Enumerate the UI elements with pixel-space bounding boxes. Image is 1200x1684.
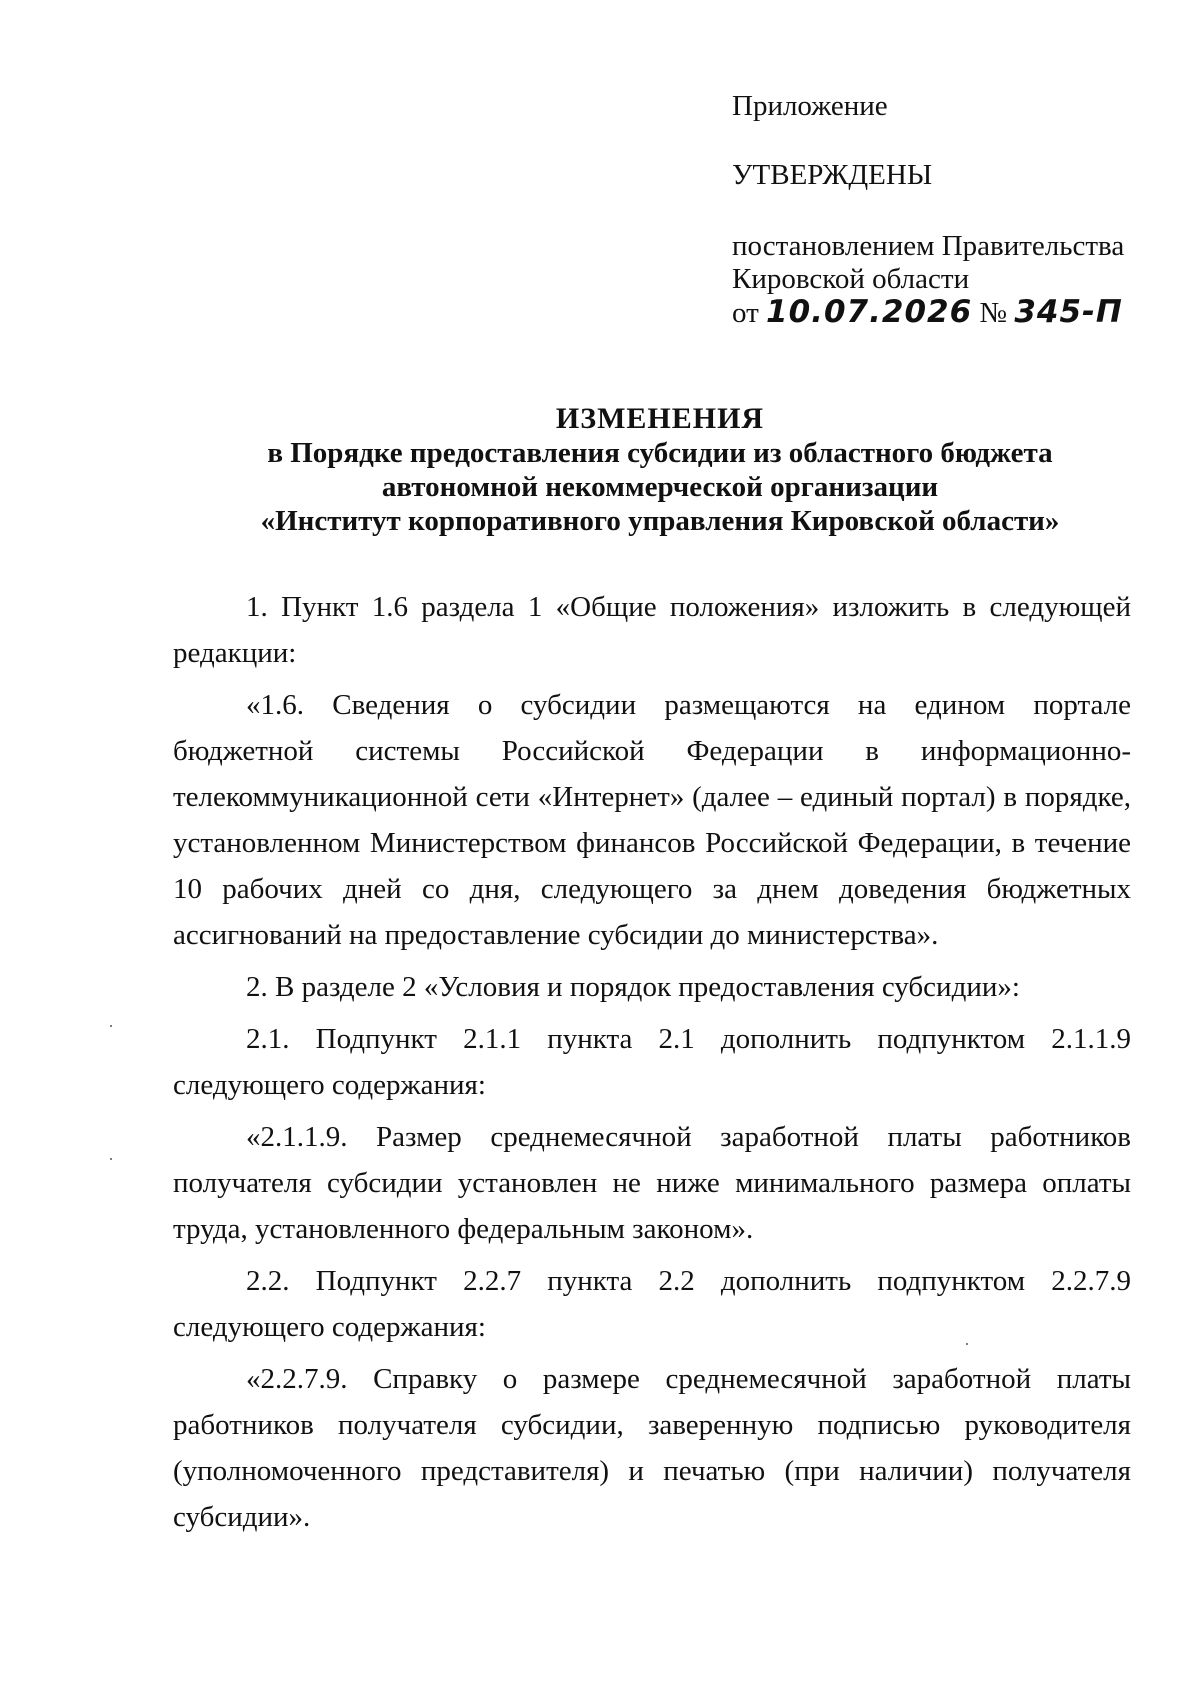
approved-by-line-1: постановлением Правительства bbox=[732, 230, 1125, 262]
appendix-label: Приложение bbox=[732, 90, 888, 122]
title-line-1: в Порядке предоставления субсидии из областного бюджета bbox=[267, 437, 1053, 469]
document-body bbox=[173, 584, 1131, 1546]
paragraph-2-1: 2.1. Подпункт 2.1.1 пункта 2.1 дополнить подпунктом 2.1.1.9 следующего содержания: bbox=[173, 1023, 1131, 1101]
approval-block bbox=[732, 90, 1152, 330]
handwritten-number: 345-П bbox=[1014, 294, 1123, 330]
title-main: ИЗМЕНЕНИЯ bbox=[555, 402, 765, 435]
paragraph-2: 2. В разделе 2 «Условия и порядок предоставления субсидии»: bbox=[246, 971, 1020, 1003]
paragraph-2-2: 2.2. Подпункт 2.2.7 пункта 2.2 дополнить подпунктом 2.2.7.9 следующего содержания: bbox=[173, 1265, 1131, 1343]
paragraph-1-6-quote: «1.6. Сведения о субсидии размещаются на едином портале бюджетной системы Российской Федерации в информационно-телекоммуникационной сети «Интернет» (далее – единый портал) в порядке, установленном Министерством финансов Российской Федерации, в течение 10 рабочих дней со дня, следующего за днем доведения бюджетных ассигнований на предоставление субсидии до министерства». bbox=[173, 689, 1131, 951]
approved-by-line-2: Кировской области bbox=[732, 263, 970, 295]
scan-speck bbox=[110, 1158, 112, 1160]
document-title bbox=[160, 402, 1160, 538]
paragraph-1: 1. Пункт 1.6 раздела 1 «Общие положения» изложить в следующей редакции: bbox=[173, 591, 1131, 669]
title-line-2: автономной некоммерческой организации bbox=[381, 471, 939, 503]
decree-date-number bbox=[732, 296, 1152, 330]
paragraph-2-2-7-9-quote: «2.2.7.9. Справку о размере среднемесячной заработной платы работников получателя субсидии, заверенную подписью руководителя (уполномоченного представителя) и печатью (при наличии) получателя субсидии». bbox=[173, 1363, 1131, 1533]
title-line-3: «Институт корпоративного управления Кировской области» bbox=[260, 505, 1060, 537]
number-sign: № bbox=[979, 297, 1008, 329]
scan-speck bbox=[110, 1025, 112, 1027]
handwritten-date: 10.07.2026 bbox=[766, 294, 973, 330]
approved-label: УТВЕРЖДЕНЫ bbox=[732, 159, 933, 191]
paragraph-2-1-1-9-quote: «2.1.1.9. Размер среднемесячной заработной платы работников получателя субсидии установлен не ниже минимального размера оплаты труда, установленного федеральным законом». bbox=[173, 1121, 1131, 1245]
scan-speck bbox=[966, 1343, 968, 1345]
date-prefix: от bbox=[732, 297, 759, 329]
